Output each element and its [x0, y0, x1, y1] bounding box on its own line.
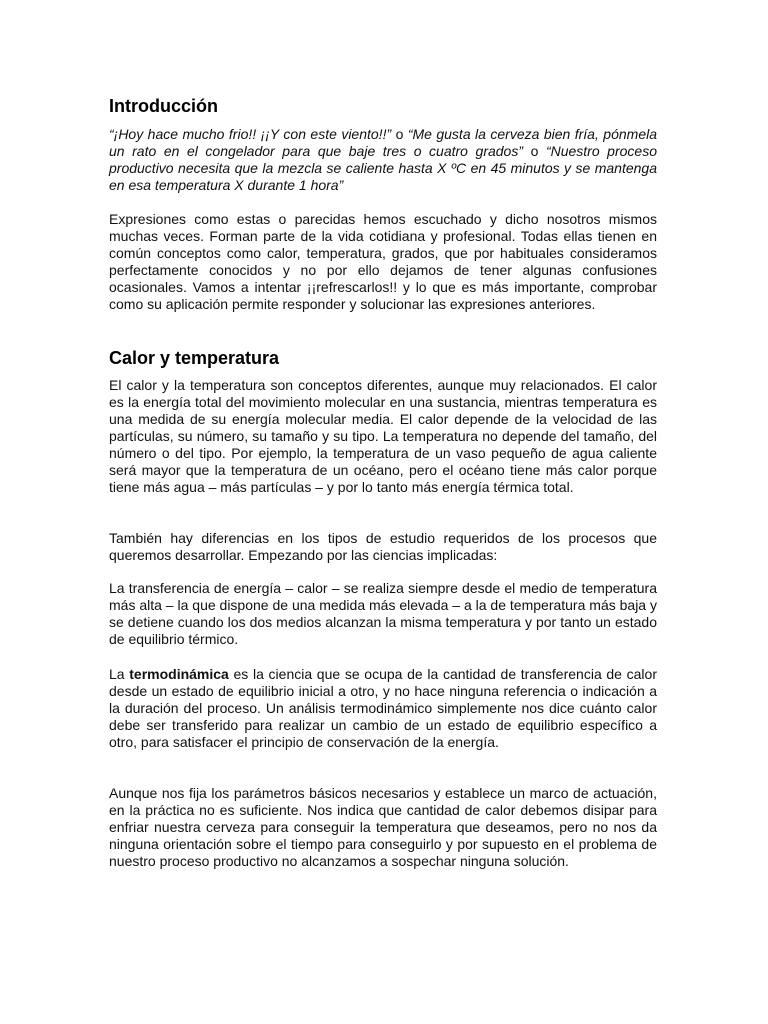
termo-rest: es la ciencia que se ocupa de la cantidad de transferencia de calor desde un estado de equilibrio inicial a otro, y no hace ninguna referencia o indicación a la duración del proceso. Un análisis termodinámico simplemente nos dice cuánto calor debe ser transferido para realizar un cambio de un estado de equilibrio específico a otro, para satisfacer el principio de conservación de la energía.: [109, 666, 657, 750]
paragraph-termodinamica: [109, 666, 657, 751]
section-title-calor-temperatura: Calor y temperatura: [109, 348, 280, 368]
quote-connector-1: o: [391, 126, 408, 142]
paragraph-aunque: Aunque nos fija los parámetros básicos necesarios y establece un marco de actuación, en la práctica no es suficiente. Nos indica que cantidad de calor debemos disipar para enfriar nuestra cerveza para conseguir la temperatura que deseamos, pero no nos da ninguna orientación sobre el tiempo para conseguirlo y por supuesto en el problema de nuestro proceso productivo no alcanzamos a sospechar ninguna solución.: [109, 785, 657, 869]
quote-2: “Me gusta la cerveza bien fría, pónmela un rato en el congelador para que baje tres o cuatro grados”: [109, 126, 657, 159]
quote-3: “Nuestro proceso productivo necesita que la mezcla se caliente hasta X ºC en 45 minutos y se mantenga en esa temperatura X durante 1 hora”: [109, 143, 657, 193]
termo-prefix: La: [109, 666, 130, 682]
paragraph-diferencias: También hay diferencias en los tipos de estudio requeridos de los procesos que queremos desarrollar. Empezando por las ciencias implicadas:: [109, 530, 657, 563]
paragraph-calor: El calor y la temperatura son conceptos diferentes, aunque muy relacionados. El calor es la energía total del movimiento molecular en una sustancia, mientras temperatura es una medida de su energía molecular media. El calor depende de la velocidad de las partículas, su número, su tamaño y su tipo. La temperatura no depende del tamaño, del número o del tipo. Por ejemplo, la temperatura de un vaso pequeño de agua caliente será mayor que la temperatura de un océano, pero el océano tiene más calor porque tiene más agua – más partículas – y por lo tanto más energía térmica total.: [109, 377, 657, 495]
quote-connector-2: o: [523, 143, 546, 159]
section-title-introduccion: Introducción: [109, 96, 218, 116]
quote-1: “¡Hoy hace mucho frio!! ¡¡Y con este viento!!”: [109, 126, 392, 142]
intro-quotes-paragraph: [109, 126, 657, 194]
paragraph-expresiones: Expresiones como estas o parecidas hemos escuchado y dicho nosotros mismos muchas veces. Forman parte de la vida cotidiana y profesional. Todas ellas tienen en común conceptos como calor, temperatura, grados, que por habituales consideramos perfectamente conocidos y no por ello dejamos de tener algunas confusiones ocasionales. Vamos a intentar ¡¡refrescarlos!! y lo que es más importante, comprobar como su aplicación permite responder y solucionar las expresiones anteriores.: [109, 211, 657, 312]
termodinamica-term: termodinámica: [129, 666, 229, 682]
paragraph-transferencia: La transferencia de energía – calor – se realiza siempre desde el medio de temperatura más alta – la que dispone de una medida más elevada – a la de temperatura más baja y se detiene cuando los dos medios alcanzan la misma temperatura y por tanto un estado de equilibrio térmico.: [109, 580, 657, 647]
